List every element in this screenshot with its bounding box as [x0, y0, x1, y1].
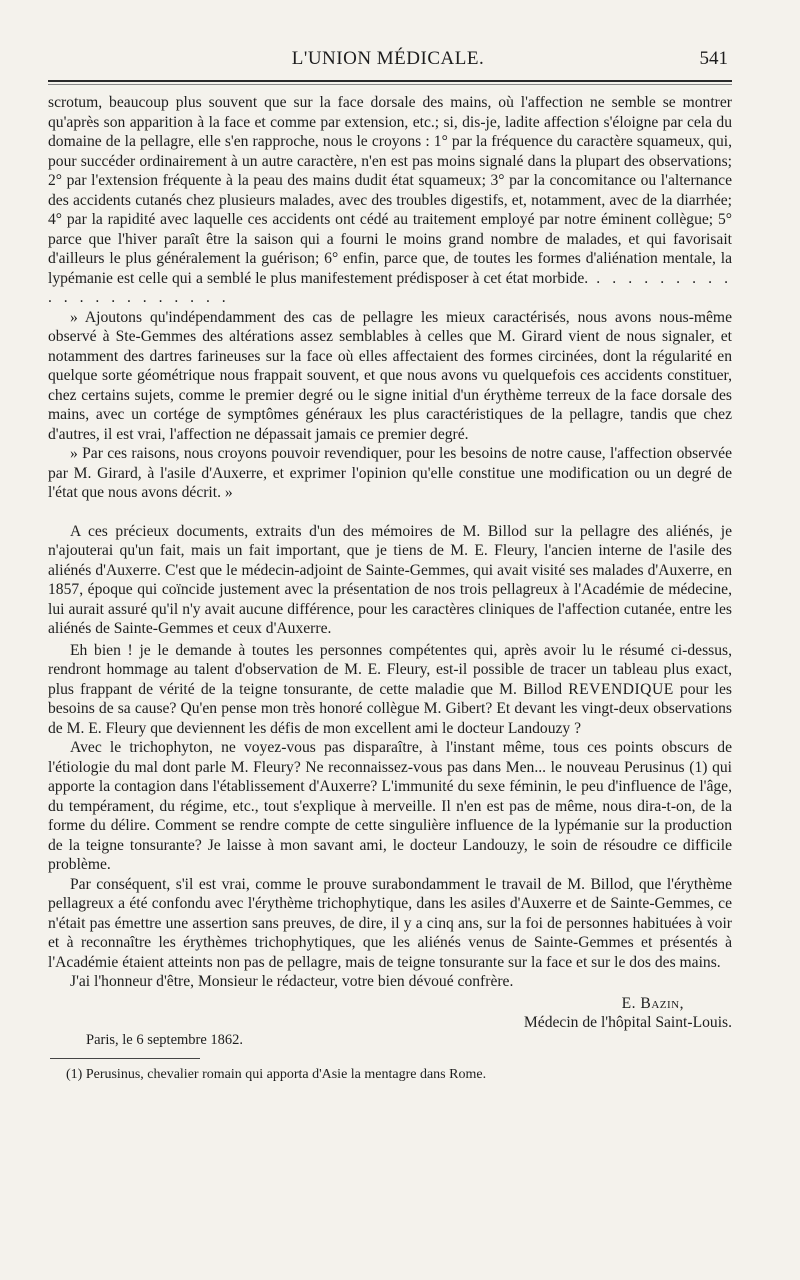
signature-block	[48, 994, 732, 1033]
dateline: Paris, le 6 septembre 1862.	[86, 1031, 244, 1048]
paragraph-trichophyton: Avec le trichophyton, ne voyez-vous pas disparaître, à l'instant même, tous ces points obscurs de l'étiologie du mal dont parle M. Fleury? Ne reconnaissez-vous pas dans Men... le nouveau Perusinus (1) qui apporte la contagion dans l'établissement d'Auxerre? L'immunité du sexe féminin, le peu d'influence de l'âge, du tempérament, du régime, etc., tout s'explique à merveille. Il n'en est pas de même, nous dira-t-on, de la forme du délire. Comment se rendre compte de cette singulière influence de la lypémanie sur la production de la teigne tonsurante? Je laisse à mon savant ami, le docteur Landouzy, le soin de résoudre ce difficile problème.	[48, 739, 732, 873]
dot-leader: . . . . . . . . . . . . . . . . . . . . .	[48, 269, 733, 306]
revendique-word: REVENDIQUE	[568, 680, 674, 698]
paragraph-intro-text: scrotum, beaucoup plus souvent que sur la face dorsale des mains, où l'affection ne semble se montrer qu'après son apparition à la face et comme par extension, etc.; si, dis-je, ladite affection s'éloigne par cela du domaine de la pellagre, elle s'en rapproche, nous le croyons : 1° par la fréquence du caractère squameux, qui, pour succéder ordinairement à un autre caractère, n'en est pas moins signalé dans la plupart des observations; 2° par l'extension fréquente à la peau des mains dudit état squameux; 3° par la concomitance ou l'alternance des accidents cutanés chez plusieurs malades, avec des troubles digestifs, et, notamment, avec de la diarrhée; 4° par la rapidité avec laquelle ces accidents ont cédé au traitement employé par notre éminent collègue; 5° parce que l'hiver paraît être la saison qui a fourni le moins grand nombre de malades, et qui favorisait d'ailleurs le plus généralement la guérison; 6° enfin, parce que, de toutes les formes d'aliénation mentale, la lypémanie est celle qui a semblé le plus manifestement prédisposer à cet état morbide.	[48, 94, 732, 287]
paragraph-documents: A ces précieux documents, extraits d'un des mémoires de M. Billod sur la pellagre des aliénés, je n'ajouterai qu'un fait, mais un fait important, que je tiens de M. E. Fleury, l'ancien interne de l'asile des aliénés d'Auxerre. C'est que le médecin-adjoint de Sainte-Gemmes, qui avait visité ses malades d'Auxerre, en 1857, époque qui coïncide justement avec la présentation de nos trois pellagreux à l'Académie de médecine, lui aurait assuré qu'il n'y avait aucune différence, pour les caractères cliniques de l'affection cutanée, entre les aliénés de Sainte-Gemmes et ceux d'Auxerre.	[48, 522, 732, 637]
paragraph-closing: J'ai l'honneur d'être, Monsieur le rédacteur, votre bien dévoué confrère.	[70, 973, 514, 990]
signature-name: E. Bazin,	[621, 994, 684, 1012]
header-rule-thin	[48, 84, 732, 85]
signature-title: Médecin de l'hôpital Saint-Louis.	[523, 1014, 732, 1031]
paragraph-eh-bien-text-end: pour les besoins de sa cause? Qu'en pense mon très honoré collègue M. Gibert? Et devant les vingt-deux observations de M. E. Fleury que deviennent les défis de mon excellent ami le docteur Landouzy ?	[48, 680, 732, 737]
footnote: (1) Perusinus, chevalier romain qui apporta d'Asie la mentagre dans Rome.	[66, 1067, 487, 1082]
paragraph-quote-2: » Par ces raisons, nous croyons pouvoir revendiquer, pour les besoins de notre cause, l'affection observée par M. Girard, à l'asile d'Auxerre, et exprimer l'opinion qu'elle constitue une modification ou un degré de l'état que nous avons décrit. »	[48, 445, 732, 501]
paragraph-intro	[48, 93, 732, 308]
page-number: 541	[699, 48, 728, 69]
footnote-rule	[50, 1058, 200, 1059]
article-body	[48, 93, 732, 1085]
paragraph-eh-bien-text: Eh bien ! je le demande à toutes les personnes compétentes qui, après avoir lu le résumé ci-dessus, rendront hommage au talent d'observation de M. E. Fleury, est-il possible de tracer un tableau plus exact, plus frappant de vérité de la teigne tonsurante, de cette maladie que M. Billod	[48, 641, 732, 698]
page-header	[48, 44, 728, 74]
paragraph-conclusion: Par conséquent, s'il est vrai, comme le prouve surabondamment le travail de M. Billod, que l'érythème pellagreux a été confondu avec l'érythème trichophytique, dans les asiles d'Auxerre et de Sainte-Gemmes, ce n'était pas émettre une assertion sans preuves, de dire, il y a cinq ans, sur la foi de personnes habituées à voir et à reconnaître les érythèmes trichophytiques, que les aliénés venus de Sainte-Gemmes et présentés à l'Académie étaient atteints non pas de pellagre, mais de teigne tonsurante sur la face et sur le dos des mains.	[48, 875, 732, 971]
journal-title: L'UNION MÉDICALE.	[291, 48, 485, 69]
paragraph-eh-bien	[48, 641, 732, 739]
paragraph-quote-1: » Ajoutons qu'indépendamment des cas de pellagre les mieux caractérisés, nous avons nous-même observé à Ste-Gemmes des altérations assez semblables à celles que M. Girard vient de nous signaler, et notamment des dartres farineuses sur la face où elles affectaient des formes circinées, dont la régularité en quelque sorte géométrique nous frappait souvent, et que nous avons vu quelquefois ces accidents constituer, chez certains sujets, comme le premier degré ou le signe initial d'un érythème terreux de la face dorsale des mains, avec un cortége de symptômes généraux les plus caractéristiques de la pellagre, tandis que chez d'autres, il est vrai, l'affection ne dépassait jamais ce premier degré.	[48, 308, 732, 443]
header-rule	[48, 80, 732, 82]
spacer	[48, 503, 732, 522]
